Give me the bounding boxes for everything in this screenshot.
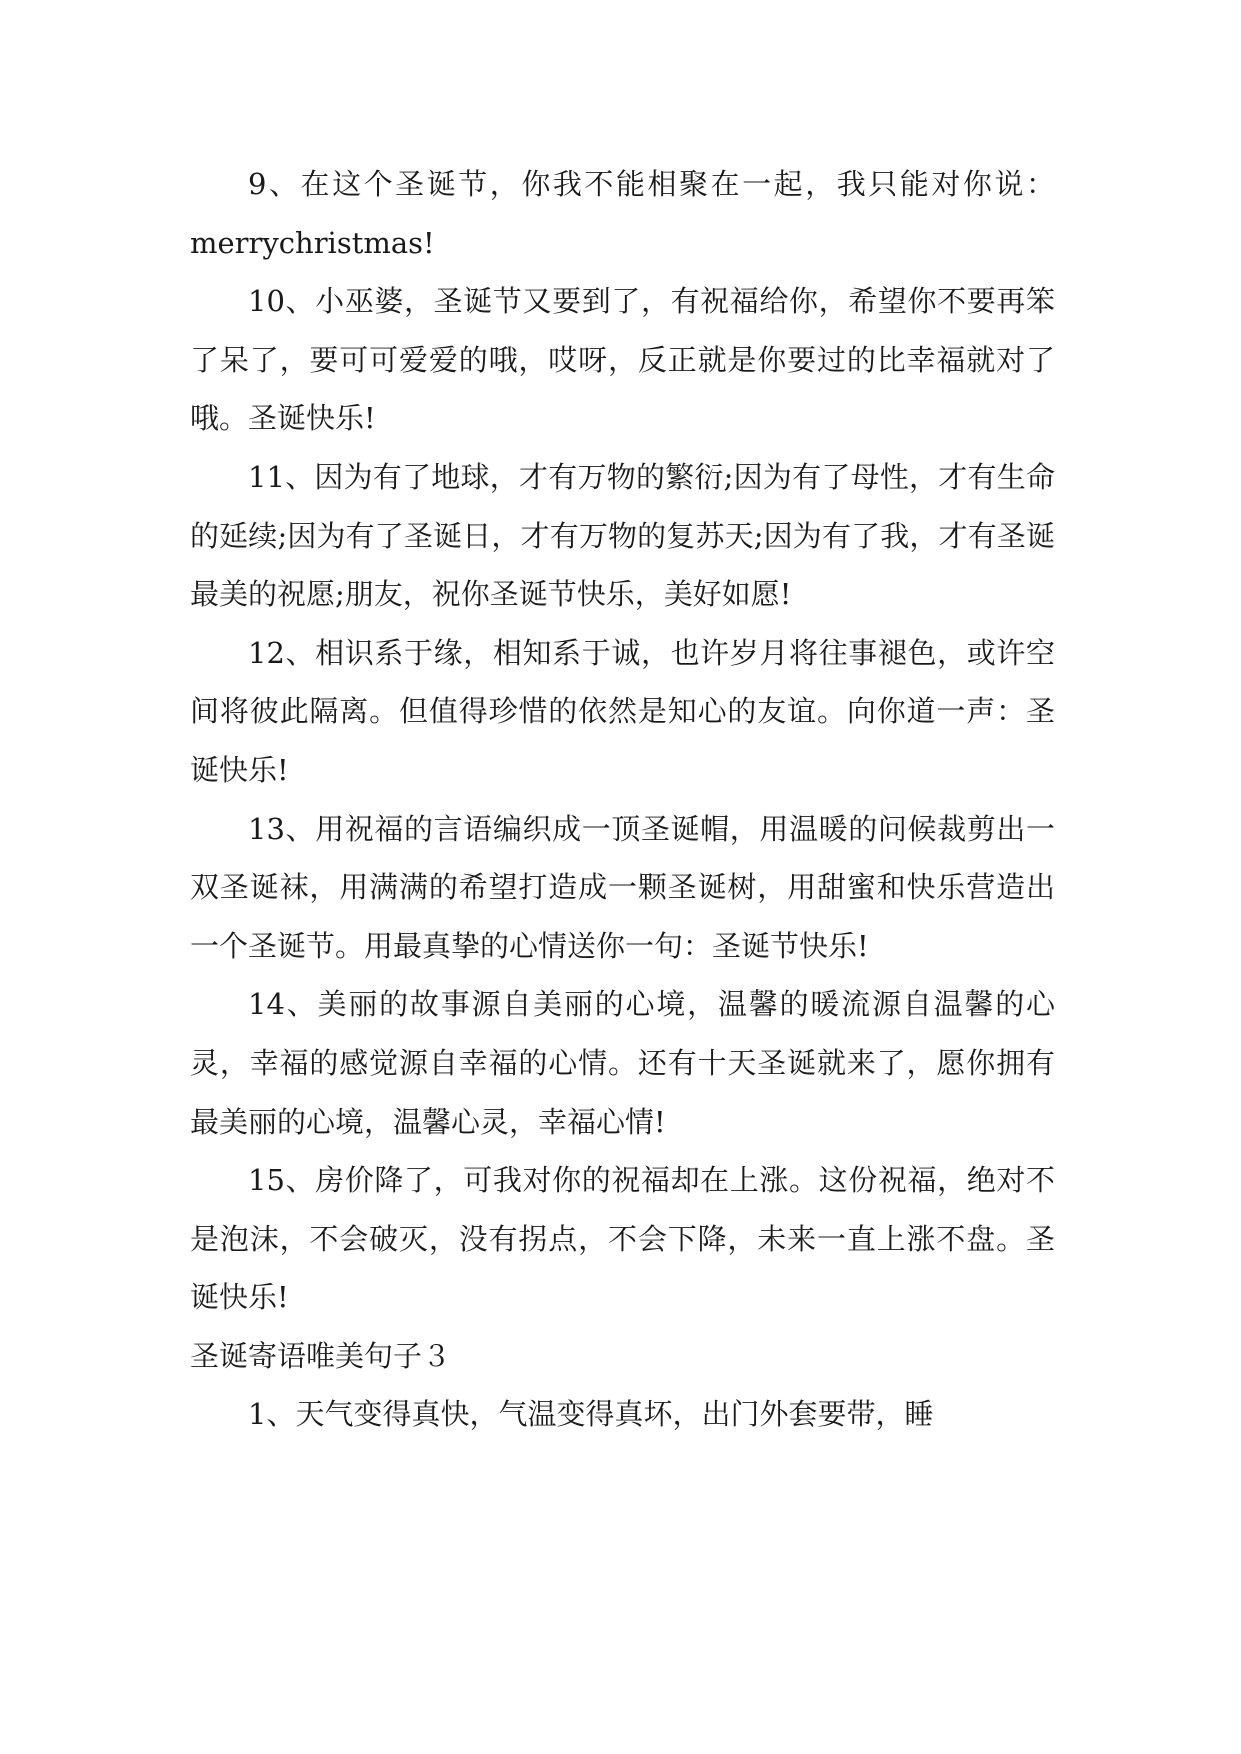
paragraph-14: 14、美丽的故事源自美丽的心境，温馨的暖流源自温馨的心灵，幸福的感觉源自幸福的心情。还有十天圣诞就来了，愿你拥有最美丽的心境，温馨心灵，幸福心情! <box>190 987 1055 1139</box>
paragraph-9: 9、在这个圣诞节，你我不能相聚在一起，我只能对你说：merrychristmas! <box>190 167 1055 260</box>
document-body <box>190 155 1055 1444</box>
paragraph-15: 15、房价降了，可我对你的祝福却在上涨。这份祝福，绝对不是泡沫，不会破灭，没有拐点，不会下降，未来一直上涨不盘。圣诞快乐! <box>190 1163 1055 1315</box>
paragraph-10: 10、小巫婆，圣诞节又要到了，有祝福给你，希望你不要再笨了呆了，要可可爱爱的哦，哎呀，反正就是你要过的比幸福就对了哦。圣诞快乐! <box>190 284 1055 436</box>
paragraph-12: 12、相识系于缘，相知系于诚，也许岁月将往事褪色，或许空间将彼此隔离。但值得珍惜的依然是知心的友谊。向你道一声：圣诞快乐! <box>190 635 1055 787</box>
paragraph-11: 11、因为有了地球，才有万物的繁衍;因为有了母性，才有生命的延续;因为有了圣诞日，才有万物的复苏天;因为有了我，才有圣诞最美的祝愿;朋友，祝你圣诞节快乐，美好如愿! <box>190 459 1055 612</box>
paragraph-13: 13、用祝福的言语编织成一顶圣诞帽，用温暖的问候裁剪出一双圣诞袜，用满满的希望打造成一颗圣诞树，用甜蜜和快乐营造出一个圣诞节。用最真挚的心情送你一句：圣诞节快乐! <box>190 811 1055 963</box>
paragraph-1: 1、天气变得真快，气温变得真坏，出门外套要带，睡 <box>248 1397 934 1432</box>
section-heading: 圣诞寄语唯美句子３ <box>190 1338 452 1373</box>
